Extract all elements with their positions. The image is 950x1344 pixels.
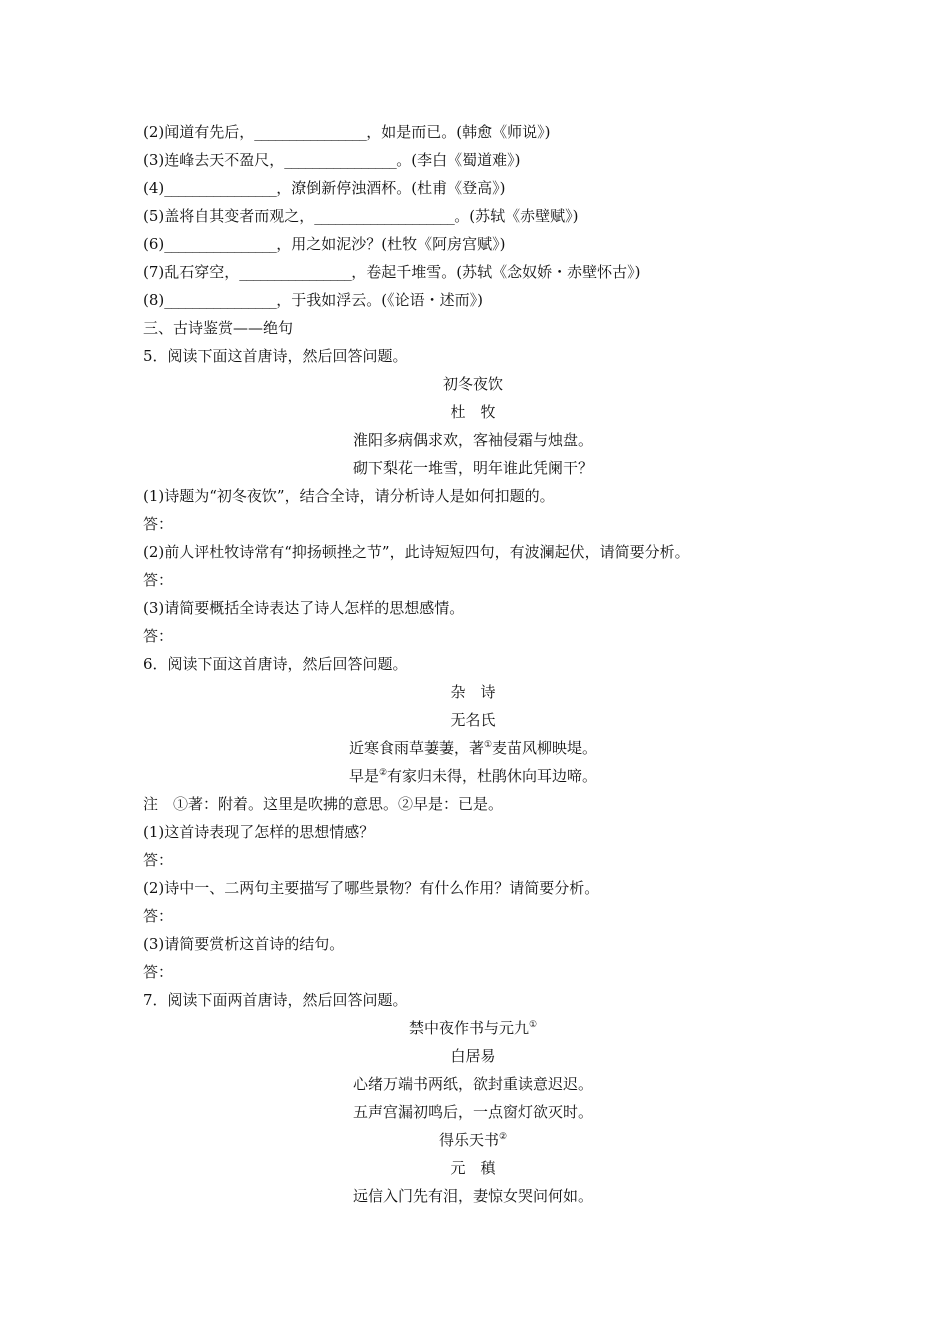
sub-question: (2)前人评杜牧诗常有“抑扬顿挫之节”，此诗短短四句，有波澜起伏，请简要分析。 — [143, 543, 690, 561]
fill-in-question-8 — [143, 287, 823, 313]
poem-text: 近寒食雨草萋萋，著 — [348, 739, 484, 757]
poem-title — [143, 1127, 803, 1153]
poem-title-text: 禁中夜作书与元九 — [408, 1019, 529, 1037]
sub-question: (1)诗题为“初冬夜饮”，结合全诗，请分析诗人是如何扣题的。 — [143, 487, 555, 505]
poem-line — [143, 735, 803, 761]
question-5-intro: 5．阅读下面这首唐诗，然后回答问题。 — [143, 347, 408, 365]
footnote-marker: ② — [378, 768, 388, 778]
question-text: (4) — [143, 179, 165, 197]
answer-label[interactable]: 答： — [143, 571, 174, 589]
answer-label[interactable]: 答： — [143, 515, 174, 533]
footnote-marker: ① — [483, 740, 493, 750]
question-7-intro: 7．阅读下面两首唐诗，然后回答问题。 — [143, 991, 408, 1009]
poem-line — [143, 763, 803, 789]
answer-blank[interactable]: ________________ — [254, 123, 367, 141]
answer-label[interactable]: 答： — [143, 627, 174, 645]
fill-in-question-2 — [143, 119, 823, 145]
poem-note: 注 ①著：附着。这里是吹拂的意思。②早是：已是。 — [143, 795, 504, 813]
question-6-intro: 6．阅读下面这首唐诗，然后回答问题。 — [143, 655, 408, 673]
question-text: (2)闻道有先后， — [143, 123, 255, 141]
fill-in-question-3 — [143, 147, 823, 173]
poem-line: 心绪万端书两纸，欲封重读意迟迟。 — [352, 1075, 593, 1093]
poem-title: 初冬夜饮 — [442, 375, 503, 393]
answer-label[interactable]: 答： — [143, 907, 174, 925]
fill-in-question-6 — [143, 231, 823, 257]
poem-text: 早是 — [348, 767, 379, 785]
answer-blank[interactable]: ________________ — [284, 151, 397, 169]
question-text: (7)乱石穿空， — [143, 263, 240, 281]
poem-text: 有家归未得，杜鹃休向耳边啼。 — [387, 767, 598, 785]
question-text: ，潦倒新停浊酒杯。(杜甫《登高》) — [276, 179, 506, 197]
poem-line: 五声宫漏初鸣后，一点窗灯欲灭时。 — [352, 1103, 593, 1121]
answer-label[interactable]: 答： — [143, 963, 174, 981]
poem-author: 白居易 — [450, 1047, 496, 1065]
sub-question: (1)这首诗表现了怎样的思想情感？ — [143, 823, 375, 841]
answer-label[interactable]: 答： — [143, 851, 174, 869]
poem-text: 麦苗风柳映堤。 — [492, 739, 598, 757]
question-text: ，卷起千堆雪。(苏轼《念奴娇・赤壁怀古》) — [351, 263, 641, 281]
poem-title — [143, 1015, 803, 1041]
question-text: ，用之如泥沙？(杜牧《阿房宫赋》) — [276, 235, 506, 253]
poem-author: 元 稹 — [450, 1159, 496, 1177]
question-text: (6) — [143, 235, 165, 253]
poem-title: 杂 诗 — [450, 683, 496, 701]
answer-blank[interactable]: ________________ — [164, 179, 277, 197]
footnote-marker: ① — [528, 1020, 538, 1030]
question-text: ，如是而已。(韩愈《师说》) — [366, 123, 551, 141]
fill-in-question-4 — [143, 175, 823, 201]
answer-blank[interactable]: ____________________ — [314, 207, 455, 225]
sub-question: (2)诗中一、二两句主要描写了哪些景物？有什么作用？请简要分析。 — [143, 879, 600, 897]
question-text: (5)盖将自其变者而观之， — [143, 207, 315, 225]
answer-blank[interactable]: ________________ — [239, 263, 352, 281]
footnote-marker: ② — [498, 1132, 508, 1142]
answer-blank[interactable]: ________________ — [164, 235, 277, 253]
question-text: 。(李白《蜀道难》) — [396, 151, 521, 169]
section-heading: 三、古诗鉴赏——绝句 — [143, 319, 294, 337]
sub-question: (3)请简要赏析这首诗的结句。 — [143, 935, 345, 953]
poem-line: 淮阳多病偶求欢，客袖侵霜与烛盘。 — [352, 431, 593, 449]
question-text: ，于我如浮云。(《论语・述而》) — [276, 291, 483, 309]
poem-line: 砌下梨花一堆雪，明年谁此凭阑干？ — [352, 459, 593, 477]
question-text: (8) — [143, 291, 165, 309]
poem-line: 远信入门先有泪，妻惊女哭问何如。 — [352, 1187, 593, 1205]
poem-title-text: 得乐天书 — [438, 1131, 499, 1149]
poem-author: 杜 牧 — [450, 403, 496, 421]
fill-in-question-7 — [143, 259, 823, 285]
question-text: (3)连峰去天不盈尺， — [143, 151, 285, 169]
sub-question: (3)请简要概括全诗表达了诗人怎样的思想感情。 — [143, 599, 465, 617]
question-text: 。(苏轼《赤壁赋》) — [454, 207, 579, 225]
answer-blank[interactable]: ________________ — [164, 291, 277, 309]
fill-in-question-5 — [143, 203, 823, 229]
poem-author: 无名氏 — [450, 711, 496, 729]
